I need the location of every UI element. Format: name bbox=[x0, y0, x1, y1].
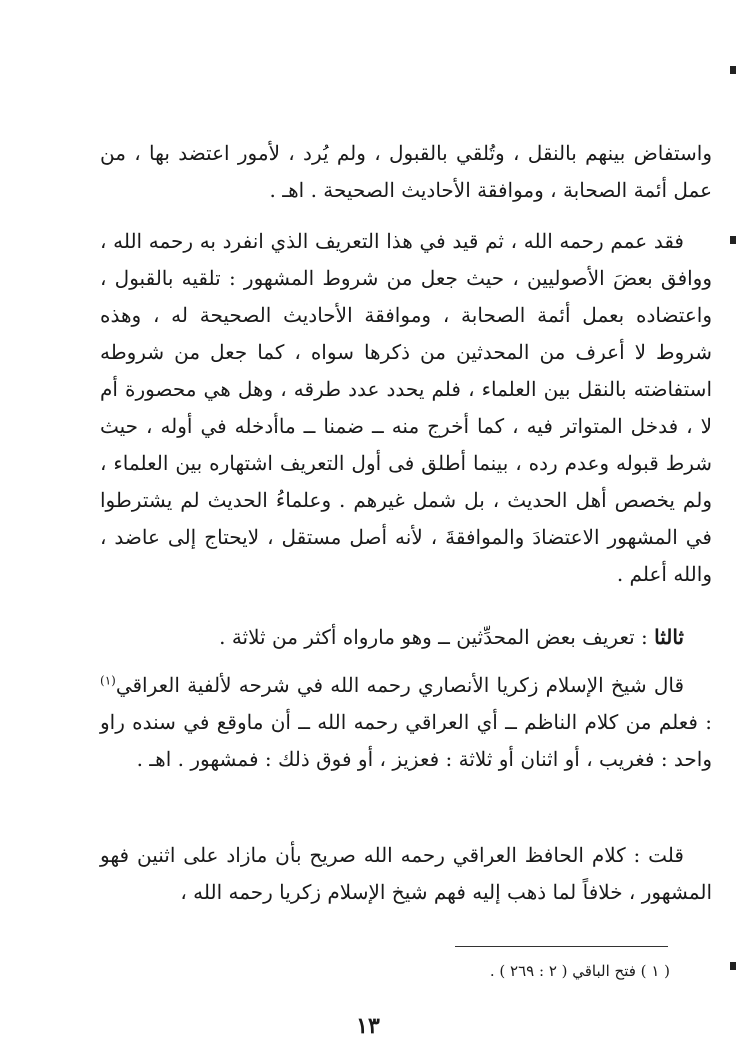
section-heading-word: ثالثا bbox=[654, 625, 684, 649]
paragraph-commentary: فقد عمم رحمه الله ، ثم قيد في هذا التعريف الذي انفرد به رحمه الله ، ووافق بعضَ الأصوليين ، حيث جعل من شروط المشهور : تلقيه بالقبول ، واعتضاده بعمل أئمة الصحابة ، وموافقة الأحاديث الصحيحة له ، وهذه شروط لا أعرف من المحدثين من ذكرها سواه ، كما جعل من شروطه استفاضته بالنقل بين العلماء ، فلم يحدد عدد طرقه ، وهل هي محصورة أم لا ، فدخل المتواتر فيه ، كما أخرج منه ــ ضمنا ــ ماأدخله في أوله ، حيث شرط قبوله وعدم رده ، بينما أطلق فى أول التعريف اشتهاره بين العلماء ، ولم يخصص أهل الحديث ، بل شمل غيرهم . وعلماءُ الحديث لم يشترطوا في المشهور الاعتضادَ والموافقةَ ، لأنه أصل مستقل ، لايحتاج إلى عاضد ، والله أعلم . bbox=[100, 229, 712, 586]
paragraph-author-remark: قلت : كلام الحافظ العراقي رحمه الله صريح بأن مازاد على اثنين فهو المشهور ، خلافاً لما ذهب إليه فهم شيخ الإسلام زكريا رحمه الله ، bbox=[100, 843, 712, 904]
ansari-quote-part-1: قال شيخ الإسلام زكريا الأنصاري رحمه الله في شرحه لألفية العراقي bbox=[115, 673, 684, 697]
edge-mark bbox=[730, 66, 736, 74]
third-definition-text: : تعريف بعض المحدِّثين ــ وهو مارواه أكثر من ثلاثة . bbox=[219, 625, 655, 649]
paragraph-quote-end: واستفاض بينهم بالنقل ، وتُلقي بالقبول ، ولم يُرد ، لأمور اعتضد بها ، من عمل أئمة الصحابة ، وموافقة الأحاديث الصحيحة . اهـ . bbox=[100, 141, 712, 202]
edge-mark bbox=[730, 236, 736, 244]
page-number: ١٣ bbox=[356, 1013, 380, 1039]
ansari-quote-part-2: : فعلم من كلام الناظم ــ أي العراقي رحمه الله ــ أن ماوقع في سنده راو واحد : فغريب ، أو اثنان أو ثلاثة : فعزيز ، أو فوق ذلك : فمشهور . اهـ . bbox=[100, 710, 712, 771]
footnote-reference: (١) bbox=[100, 673, 116, 688]
edge-mark bbox=[730, 962, 736, 970]
paragraph-third-definition bbox=[100, 619, 712, 656]
paragraph-ansari-quote bbox=[100, 667, 712, 778]
footnote: ( ١ ) فتح الباقي ( ٢ : ٢٦٩ ) . bbox=[489, 962, 670, 980]
footnote-divider bbox=[455, 946, 668, 947]
